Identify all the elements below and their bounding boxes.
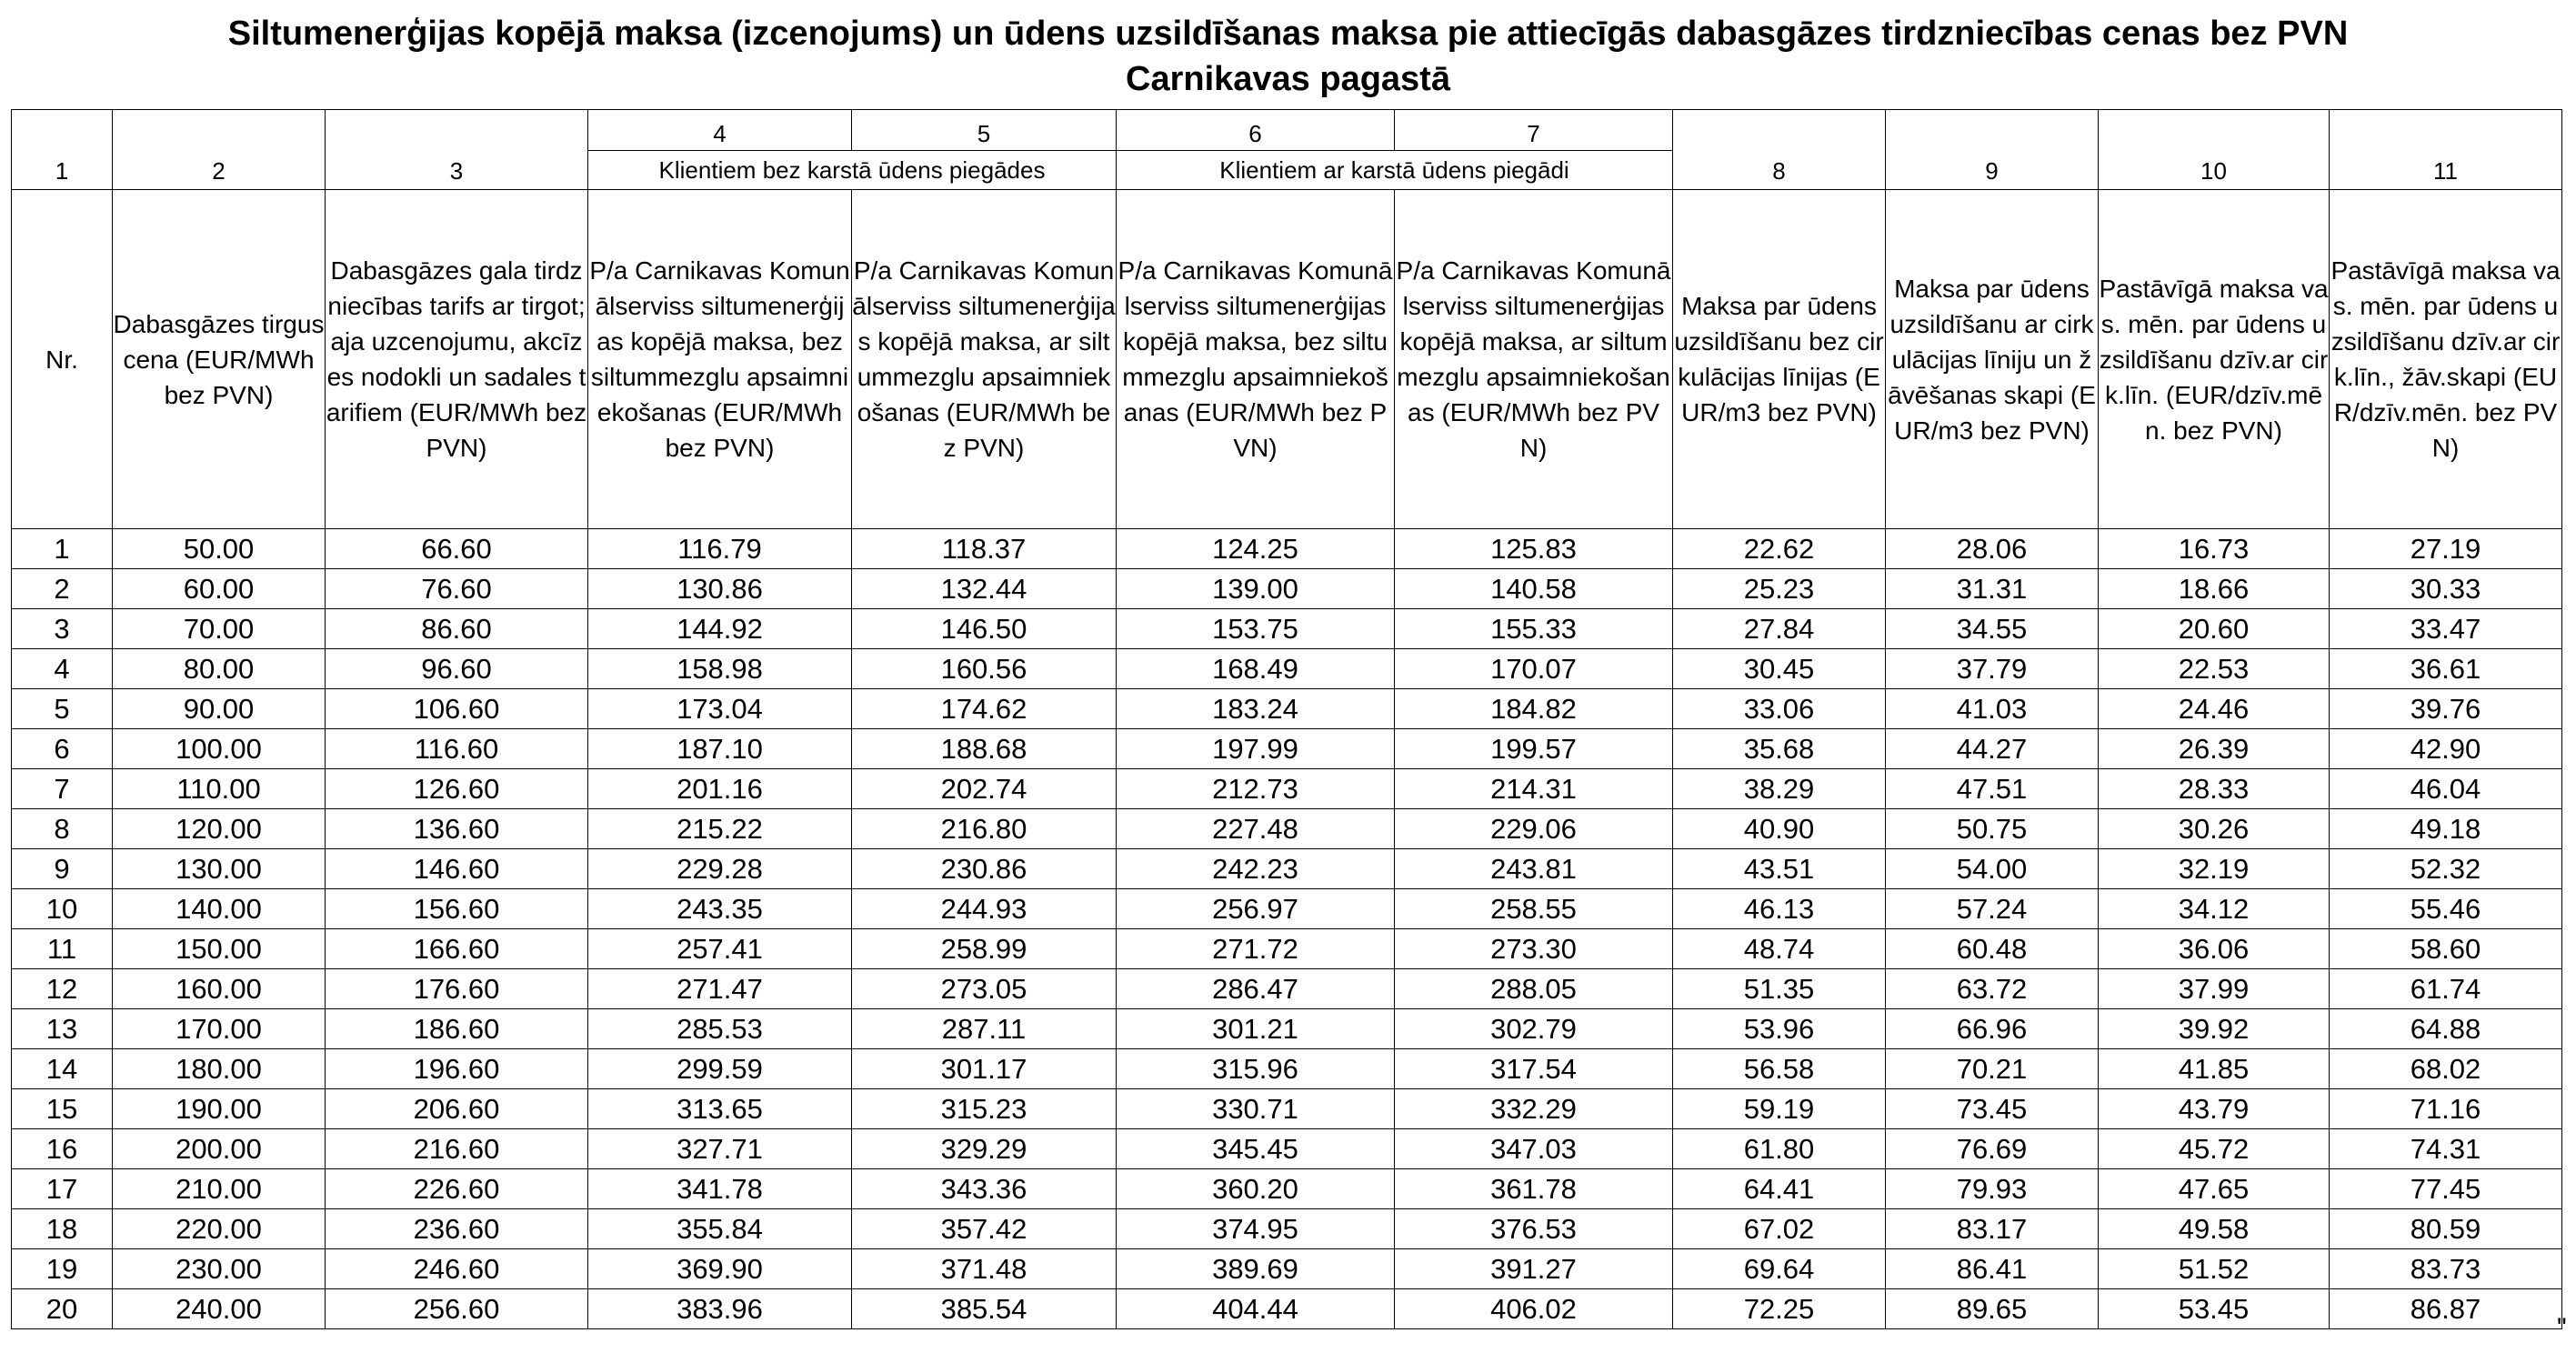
table-row <box>12 729 2562 769</box>
table-row <box>12 1129 2562 1169</box>
table-cell: 50.00 <box>113 529 326 569</box>
table-cell: 184.82 <box>1395 689 1673 729</box>
table-cell: 197.99 <box>1117 729 1395 769</box>
table-cell: 360.20 <box>1117 1169 1395 1209</box>
table-cell: 64.88 <box>2330 1009 2562 1049</box>
table-cell: 158.98 <box>588 649 852 689</box>
table-cell: 244.93 <box>852 889 1117 929</box>
table-cell: 51.52 <box>2099 1249 2330 1289</box>
table-cell: 30.45 <box>1673 649 1886 689</box>
table-cell: 140.58 <box>1395 569 1673 609</box>
table-cell: 369.90 <box>588 1249 852 1289</box>
table-cell: 46.04 <box>2330 769 2562 809</box>
table-cell: 130.86 <box>588 569 852 609</box>
table-cell: 72.25 <box>1673 1289 1886 1329</box>
table-cell: 49.18 <box>2330 809 2562 849</box>
table-cell: 30.33 <box>2330 569 2562 609</box>
table-cell: 56.58 <box>1673 1049 1886 1089</box>
row-number-cell: 16 <box>12 1129 113 1169</box>
table-cell: 180.00 <box>113 1049 326 1089</box>
table-cell: 287.11 <box>852 1009 1117 1049</box>
table-cell: 16.73 <box>2099 529 2330 569</box>
table-cell: 190.00 <box>113 1089 326 1129</box>
price-table <box>11 109 2562 1329</box>
table-cell: 89.65 <box>1886 1289 2099 1329</box>
table-cell: 271.72 <box>1117 929 1395 969</box>
table-cell: 327.71 <box>588 1129 852 1169</box>
row-number-cell: 2 <box>12 569 113 609</box>
table-cell: 156.60 <box>326 889 588 929</box>
table-cell: 28.33 <box>2099 769 2330 809</box>
table-cell: 371.48 <box>852 1249 1117 1289</box>
table-cell: 229.06 <box>1395 809 1673 849</box>
table-row <box>12 649 2562 689</box>
header-gas-final-tariff: Dabasgāzes gala tirdzniecības tarifs ar tirgot;aja uzcenojumu, akcīzes nodokli un sadales tarifiem (EUR/MWh bez PVN) <box>326 190 588 529</box>
table-cell: 168.49 <box>1117 649 1395 689</box>
header-heat-price-no-hw-with-mgmt: P/a Carnikavas Komunālserviss siltumenerģijas kopējā maksa, ar siltummezglu apsaimniekošanas (EUR/MWh bez PVN) <box>852 190 1117 529</box>
table-cell: 201.16 <box>588 769 852 809</box>
header-water-heating-circulation-dryer: Maksa par ūdens uzsildīšanu ar cirkulācijas līniju un žāvēšanas skapi (EUR/m3 bez PVN) <box>1886 190 2099 529</box>
table-cell: 174.62 <box>852 689 1117 729</box>
table-cell: 83.73 <box>2330 1249 2562 1289</box>
header-water-heating-no-circulation: Maksa par ūdens uzsildīšanu bez cirkulācijas līnijas (EUR/m3 bez PVN) <box>1673 190 1886 529</box>
table-row <box>12 929 2562 969</box>
table-cell: 47.51 <box>1886 769 2099 809</box>
table-cell: 170.07 <box>1395 649 1673 689</box>
table-cell: 243.81 <box>1395 849 1673 889</box>
table-cell: 139.00 <box>1117 569 1395 609</box>
table-cell: 302.79 <box>1395 1009 1673 1049</box>
row-number-cell: 15 <box>12 1089 113 1129</box>
table-cell: 226.60 <box>326 1169 588 1209</box>
column-number: 6 <box>1117 110 1395 151</box>
table-cell: 44.27 <box>1886 729 2099 769</box>
column-number: 3 <box>326 110 588 190</box>
table-cell: 160.56 <box>852 649 1117 689</box>
table-cell: 39.92 <box>2099 1009 2330 1049</box>
group-header-with-hot-water: Klientiem ar karstā ūdens piegādi <box>1117 151 1673 190</box>
table-cell: 86.87 <box>2330 1289 2562 1329</box>
table-cell: 55.46 <box>2330 889 2562 929</box>
table-cell: 166.60 <box>326 929 588 969</box>
table-cell: 317.54 <box>1395 1049 1673 1089</box>
table-cell: 31.31 <box>1886 569 2099 609</box>
row-number-cell: 18 <box>12 1209 113 1249</box>
table-cell: 86.41 <box>1886 1249 2099 1289</box>
table-cell: 170.00 <box>113 1009 326 1049</box>
table-cell: 315.23 <box>852 1089 1117 1129</box>
table-cell: 186.60 <box>326 1009 588 1049</box>
table-cell: 153.75 <box>1117 609 1395 649</box>
table-cell: 70.00 <box>113 609 326 649</box>
column-number: 7 <box>1395 110 1673 151</box>
table-cell: 43.79 <box>2099 1089 2330 1129</box>
table-cell: 39.76 <box>2330 689 2562 729</box>
table-cell: 288.05 <box>1395 969 1673 1009</box>
table-cell: 183.24 <box>1117 689 1395 729</box>
table-cell: 34.55 <box>1886 609 2099 649</box>
table-cell: 389.69 <box>1117 1249 1395 1289</box>
table-cell: 210.00 <box>113 1169 326 1209</box>
table-cell: 199.57 <box>1395 729 1673 769</box>
table-cell: 74.31 <box>2330 1129 2562 1169</box>
table-cell: 61.80 <box>1673 1129 1886 1169</box>
table-cell: 206.60 <box>326 1089 588 1129</box>
table-cell: 240.00 <box>113 1289 326 1329</box>
table-cell: 146.50 <box>852 609 1117 649</box>
header-fixed-fee-circulation-dryer: Pastāvīgā maksa vas. mēn. par ūdens uzsildīšanu dzīv.ar cirk.līn., žāv.skapi (EUR/dzīv.mēn. bez PVN) <box>2330 190 2562 529</box>
table-cell: 41.85 <box>2099 1049 2330 1089</box>
table-cell: 70.21 <box>1886 1049 2099 1089</box>
table-row <box>12 969 2562 1009</box>
table-cell: 27.84 <box>1673 609 1886 649</box>
row-number-cell: 9 <box>12 849 113 889</box>
table-cell: 25.23 <box>1673 569 1886 609</box>
table-cell: 79.93 <box>1886 1169 2099 1209</box>
table-row <box>12 889 2562 929</box>
table-cell: 315.96 <box>1117 1049 1395 1089</box>
table-cell: 38.29 <box>1673 769 1886 809</box>
table-cell: 258.99 <box>852 929 1117 969</box>
table-cell: 80.59 <box>2330 1209 2562 1249</box>
table-cell: 60.00 <box>113 569 326 609</box>
table-cell: 51.35 <box>1673 969 1886 1009</box>
table-row <box>12 1209 2562 1249</box>
table-cell: 37.99 <box>2099 969 2330 1009</box>
table-cell: 20.60 <box>2099 609 2330 649</box>
table-cell: 271.47 <box>588 969 852 1009</box>
table-cell: 30.26 <box>2099 809 2330 849</box>
table-cell: 53.96 <box>1673 1009 1886 1049</box>
table-cell: 202.74 <box>852 769 1117 809</box>
table-cell: 28.06 <box>1886 529 2099 569</box>
row-number-cell: 6 <box>12 729 113 769</box>
table-cell: 130.00 <box>113 849 326 889</box>
table-cell: 69.64 <box>1673 1249 1886 1289</box>
table-cell: 345.45 <box>1117 1129 1395 1169</box>
row-number-cell: 8 <box>12 809 113 849</box>
row-number-cell: 14 <box>12 1049 113 1089</box>
table-cell: 76.69 <box>1886 1129 2099 1169</box>
table-cell: 230.00 <box>113 1249 326 1289</box>
table-cell: 33.47 <box>2330 609 2562 649</box>
table-cell: 299.59 <box>588 1049 852 1089</box>
table-cell: 118.37 <box>852 529 1117 569</box>
table-row <box>12 609 2562 649</box>
table-cell: 76.60 <box>326 569 588 609</box>
column-number: 2 <box>113 110 326 190</box>
table-cell: 187.10 <box>588 729 852 769</box>
row-number-cell: 12 <box>12 969 113 1009</box>
row-number-cell: 1 <box>12 529 113 569</box>
table-cell: 90.00 <box>113 689 326 729</box>
table-cell: 54.00 <box>1886 849 2099 889</box>
table-cell: 100.00 <box>113 729 326 769</box>
table-cell: 285.53 <box>588 1009 852 1049</box>
table-cell: 160.00 <box>113 969 326 1009</box>
table-cell: 66.60 <box>326 529 588 569</box>
table-cell: 176.60 <box>326 969 588 1009</box>
table-cell: 22.62 <box>1673 529 1886 569</box>
table-cell: 116.79 <box>588 529 852 569</box>
row-number-cell: 7 <box>12 769 113 809</box>
table-cell: 124.25 <box>1117 529 1395 569</box>
table-cell: 45.72 <box>2099 1129 2330 1169</box>
table-cell: 150.00 <box>113 929 326 969</box>
table-cell: 116.60 <box>326 729 588 769</box>
table-cell: 63.72 <box>1886 969 2099 1009</box>
table-cell: 243.35 <box>588 889 852 929</box>
table-cell: 22.53 <box>2099 649 2330 689</box>
table-cell: 220.00 <box>113 1209 326 1249</box>
table-cell: 73.45 <box>1886 1089 2099 1129</box>
row-number-cell: 4 <box>12 649 113 689</box>
table-cell: 236.60 <box>326 1209 588 1249</box>
table-cell: 374.95 <box>1117 1209 1395 1249</box>
table-cell: 120.00 <box>113 809 326 849</box>
table-cell: 50.75 <box>1886 809 2099 849</box>
column-number: 1 <box>12 110 113 190</box>
document-title: Siltumenerģijas kopējā maksa (izcenojums) un ūdens uzsildīšanas maksa pie attiecīgās dabasgāzes tirdzniecības cenas bez PVN <box>227 15 2349 53</box>
table-cell: 355.84 <box>588 1209 852 1249</box>
row-number-cell: 10 <box>12 889 113 929</box>
table-row <box>12 1049 2562 1089</box>
table-cell: 68.02 <box>2330 1049 2562 1089</box>
table-cell: 273.30 <box>1395 929 1673 969</box>
table-cell: 273.05 <box>852 969 1117 1009</box>
table-cell: 301.17 <box>852 1049 1117 1089</box>
table-cell: 46.13 <box>1673 889 1886 929</box>
header-heat-price-no-hw-without-mgmt: P/a Carnikavas Komunālserviss siltumenerģijas kopējā maksa, bez siltummezglu apsaimniekošanas (EUR/MWh bez PVN) <box>588 190 852 529</box>
document-subtitle: Carnikavas pagastā <box>1126 60 1450 98</box>
table-cell: 66.96 <box>1886 1009 2099 1049</box>
table-cell: 196.60 <box>326 1049 588 1089</box>
header-gas-market-price: Dabasgāzes tirgus cena (EUR/MWh bez PVN) <box>113 190 326 529</box>
table-row <box>12 809 2562 849</box>
column-number: 5 <box>852 110 1117 151</box>
table-cell: 155.33 <box>1395 609 1673 649</box>
table-cell: 230.86 <box>852 849 1117 889</box>
header-nr: Nr. <box>12 190 113 529</box>
table-cell: 36.06 <box>2099 929 2330 969</box>
trailing-quote-mark: " <box>2557 1313 2567 1343</box>
table-cell: 140.00 <box>113 889 326 929</box>
table-cell: 126.60 <box>326 769 588 809</box>
header-heat-price-hw-with-mgmt: P/a Carnikavas Komunālserviss siltumenerģijas kopējā maksa, ar siltummezglu apsaimniekošanas (EUR/MWh bez PVN) <box>1395 190 1673 529</box>
table-cell: 77.45 <box>2330 1169 2562 1209</box>
table-cell: 313.65 <box>588 1089 852 1129</box>
column-number: 9 <box>1886 110 2099 190</box>
column-number-row <box>12 110 2562 151</box>
table-cell: 83.17 <box>1886 1209 2099 1249</box>
table-cell: 136.60 <box>326 809 588 849</box>
row-number-cell: 13 <box>12 1009 113 1049</box>
table-cell: 36.61 <box>2330 649 2562 689</box>
group-header-without-hot-water: Klientiem bez karstā ūdens piegādes <box>588 151 1117 190</box>
table-cell: 48.74 <box>1673 929 1886 969</box>
table-cell: 256.97 <box>1117 889 1395 929</box>
table-row <box>12 1289 2562 1329</box>
table-cell: 86.60 <box>326 609 588 649</box>
table-cell: 361.78 <box>1395 1169 1673 1209</box>
column-number: 11 <box>2330 110 2562 190</box>
column-number: 8 <box>1673 110 1886 190</box>
row-number-cell: 5 <box>12 689 113 729</box>
table-cell: 343.36 <box>852 1169 1117 1209</box>
table-cell: 96.60 <box>326 649 588 689</box>
table-row <box>12 849 2562 889</box>
table-cell: 106.60 <box>326 689 588 729</box>
table-cell: 227.48 <box>1117 809 1395 849</box>
table-cell: 341.78 <box>588 1169 852 1209</box>
table-cell: 214.31 <box>1395 769 1673 809</box>
table-cell: 258.55 <box>1395 889 1673 929</box>
table-cell: 188.68 <box>852 729 1117 769</box>
table-cell: 41.03 <box>1886 689 2099 729</box>
column-number: 4 <box>588 110 852 151</box>
table-cell: 26.39 <box>2099 729 2330 769</box>
table-cell: 173.04 <box>588 689 852 729</box>
table-cell: 330.71 <box>1117 1089 1395 1129</box>
table-cell: 215.22 <box>588 809 852 849</box>
table-cell: 383.96 <box>588 1289 852 1329</box>
table-cell: 37.79 <box>1886 649 2099 689</box>
table-cell: 35.68 <box>1673 729 1886 769</box>
table-cell: 257.41 <box>588 929 852 969</box>
table-cell: 332.29 <box>1395 1089 1673 1129</box>
table-cell: 329.29 <box>852 1129 1117 1169</box>
table-cell: 33.06 <box>1673 689 1886 729</box>
table-cell: 301.21 <box>1117 1009 1395 1049</box>
table-cell: 42.90 <box>2330 729 2562 769</box>
table-row <box>12 1169 2562 1209</box>
row-number-cell: 19 <box>12 1249 113 1289</box>
table-cell: 146.60 <box>326 849 588 889</box>
table-cell: 80.00 <box>113 649 326 689</box>
table-cell: 27.19 <box>2330 529 2562 569</box>
table-cell: 212.73 <box>1117 769 1395 809</box>
table-row <box>12 1009 2562 1049</box>
table-cell: 49.58 <box>2099 1209 2330 1249</box>
table-row <box>12 769 2562 809</box>
table-cell: 256.60 <box>326 1289 588 1329</box>
table-cell: 71.16 <box>2330 1089 2562 1129</box>
row-number-cell: 20 <box>12 1289 113 1329</box>
table-cell: 67.02 <box>1673 1209 1886 1249</box>
column-number: 10 <box>2099 110 2330 190</box>
table-cell: 286.47 <box>1117 969 1395 1009</box>
table-cell: 144.92 <box>588 609 852 649</box>
table-cell: 40.90 <box>1673 809 1886 849</box>
table-cell: 200.00 <box>113 1129 326 1169</box>
header-fixed-fee-circulation: Pastāvīgā maksa vas. mēn. par ūdens uzsildīšanu dzīv.ar cirk.līn. (EUR/dzīv.mēn. bez PVN) <box>2099 190 2330 529</box>
row-number-cell: 17 <box>12 1169 113 1209</box>
table-row <box>12 529 2562 569</box>
table-cell: 404.44 <box>1117 1289 1395 1329</box>
table-cell: 52.32 <box>2330 849 2562 889</box>
table-cell: 125.83 <box>1395 529 1673 569</box>
table-cell: 357.42 <box>852 1209 1117 1249</box>
table-cell: 53.45 <box>2099 1289 2330 1329</box>
table-row <box>12 1089 2562 1129</box>
table-cell: 216.80 <box>852 809 1117 849</box>
table-cell: 110.00 <box>113 769 326 809</box>
table-cell: 229.28 <box>588 849 852 889</box>
table-row <box>12 569 2562 609</box>
column-header-row <box>12 190 2562 529</box>
table-cell: 385.54 <box>852 1289 1117 1329</box>
table-cell: 18.66 <box>2099 569 2330 609</box>
table-cell: 347.03 <box>1395 1129 1673 1169</box>
table-row <box>12 1249 2562 1289</box>
table-cell: 376.53 <box>1395 1209 1673 1249</box>
table-cell: 24.46 <box>2099 689 2330 729</box>
table-cell: 64.41 <box>1673 1169 1886 1209</box>
table-cell: 61.74 <box>2330 969 2562 1009</box>
table-cell: 60.48 <box>1886 929 2099 969</box>
table-row <box>12 689 2562 729</box>
row-number-cell: 11 <box>12 929 113 969</box>
table-cell: 43.51 <box>1673 849 1886 889</box>
table-cell: 57.24 <box>1886 889 2099 929</box>
table-cell: 32.19 <box>2099 849 2330 889</box>
header-heat-price-hw-without-mgmt: P/a Carnikavas Komunālserviss siltumenerģijas kopējā maksa, bez siltummezglu apsaimniekošanas (EUR/MWh bez PVN) <box>1117 190 1395 529</box>
table-cell: 47.65 <box>2099 1169 2330 1209</box>
table-cell: 242.23 <box>1117 849 1395 889</box>
table-cell: 391.27 <box>1395 1249 1673 1289</box>
table-cell: 58.60 <box>2330 929 2562 969</box>
table-cell: 216.60 <box>326 1129 588 1169</box>
table-cell: 34.12 <box>2099 889 2330 929</box>
row-number-cell: 3 <box>12 609 113 649</box>
table-cell: 132.44 <box>852 569 1117 609</box>
table-cell: 246.60 <box>326 1249 588 1289</box>
table-cell: 59.19 <box>1673 1089 1886 1129</box>
table-cell: 406.02 <box>1395 1289 1673 1329</box>
